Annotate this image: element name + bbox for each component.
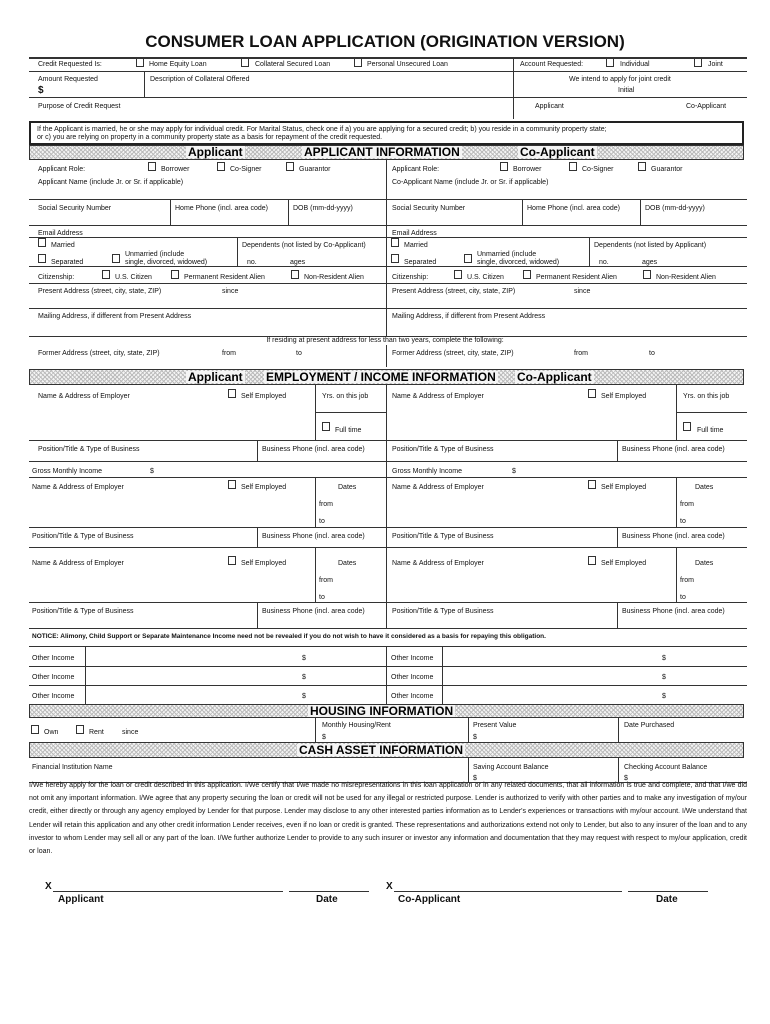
personal-unsecured-checkbox[interactable] <box>354 58 362 67</box>
co-applicant-name-label: Co-Applicant Name (include Jr. or Sr. if applicable) <box>392 179 549 186</box>
app-cosigner-checkbox[interactable] <box>217 162 225 171</box>
co-guarantor-checkbox[interactable] <box>638 162 646 171</box>
monthly-housing-label: Monthly Housing/Rent <box>322 722 391 729</box>
co-dependents-no: no. <box>599 259 609 266</box>
checking-label: Checking Account Balance <box>624 764 708 771</box>
co-other-dollar-2: $ <box>662 674 666 681</box>
collateral-description-label: Description of Collateral Offered <box>150 76 250 83</box>
app-dates2-label: Dates <box>338 484 357 491</box>
app-separated-checkbox[interactable] <box>38 254 46 263</box>
app-other-dollar-2: $ <box>302 674 306 681</box>
saving-label: Saving Account Balance <box>473 764 549 771</box>
co-role-label: Applicant Role: <box>392 166 440 173</box>
co-yrs-label: Yrs. on this job <box>683 393 730 400</box>
co-applicant-signature-label: Co-Applicant <box>398 894 461 905</box>
co-applicant-sign-x: X <box>386 881 393 892</box>
co-business-phone3-label: Business Phone (incl. area code) <box>622 608 725 615</box>
app-position2-label: Position/Title & Type of Business <box>32 533 134 540</box>
band-applicant: Applicant <box>188 145 243 159</box>
joint-co-applicant-label: Co-Applicant <box>686 103 727 110</box>
co-home-phone-label: Home Phone (incl. area code) <box>527 205 620 212</box>
app-perm-resident-label: Permanent Resident Alien <box>184 274 265 281</box>
app-position-label: Position/Title & Type of Business <box>38 446 140 453</box>
co-self-employed-checkbox[interactable] <box>588 389 596 398</box>
co-business-phone-label: Business Phone (incl. area code) <box>622 446 725 453</box>
app-other-income-2: Other Income <box>32 674 75 681</box>
individual-checkbox[interactable] <box>606 58 614 67</box>
emp-band-applicant: Applicant <box>188 370 243 384</box>
app-to3-label: to <box>319 594 325 601</box>
co-full-time-label: Full time <box>697 427 724 434</box>
collateral-secured-label: Collateral Secured Loan <box>255 61 331 68</box>
collateral-secured-checkbox[interactable] <box>241 58 249 67</box>
residing-notice: If residing at present address for less than two years, complete the following: <box>266 337 504 344</box>
co-non-resident-checkbox[interactable] <box>643 270 651 279</box>
app-guarantor-label: Guarantor <box>299 166 331 173</box>
app-employer3-label: Name & Address of Employer <box>32 560 124 567</box>
app-former-from: from <box>222 350 236 357</box>
co-separated-label: Separated <box>404 259 437 266</box>
amount-dollar: $ <box>38 85 44 96</box>
app-position3-label: Position/Title & Type of Business <box>32 608 134 615</box>
monthly-housing-dollar: $ <box>322 734 326 741</box>
app-us-citizen-checkbox[interactable] <box>102 270 110 279</box>
co-present-address-label: Present Address (street, city, state, ZIP) <box>392 288 516 295</box>
co-dob-label: DOB (mm-dd-yyyy) <box>645 205 705 212</box>
co-gross-income-label: Gross Monthly Income <box>392 468 463 475</box>
app-full-time-label: Full time <box>335 427 362 434</box>
co-married-label: Married <box>404 242 428 249</box>
co-guarantor-label: Guarantor <box>651 166 683 173</box>
own-label: Own <box>44 729 59 736</box>
co-applicant-date-label: Date <box>656 894 678 905</box>
co-employer2-label: Name & Address of Employer <box>392 484 484 491</box>
co-borrower-label: Borrower <box>513 166 542 173</box>
app-other-dollar-1: $ <box>302 655 306 662</box>
app-separated-label: Separated <box>51 259 84 266</box>
co-dependents-label: Dependents (not listed by Applicant) <box>594 242 707 249</box>
app-other-income-1: Other Income <box>32 655 75 662</box>
own-checkbox[interactable] <box>31 725 39 734</box>
applicant-date-label: Date <box>316 894 338 905</box>
app-to2-label: to <box>319 518 325 525</box>
app-present-since: since <box>222 288 239 295</box>
co-employer-label: Name & Address of Employer <box>392 393 484 400</box>
app-borrower-label: Borrower <box>161 166 190 173</box>
co-other-income-3: Other Income <box>391 693 434 700</box>
app-business-phone3-label: Business Phone (incl. area code) <box>262 608 365 615</box>
co-other-income-2: Other Income <box>391 674 434 681</box>
joint-checkbox[interactable] <box>694 58 702 67</box>
co-self-employed2-label: Self Employed <box>601 484 647 491</box>
certification-text: I/We hereby apply for the loan or credit described in this application. I/We certify that I/we made no misrepresentations in this loan application or in any related documents, that all information is true and complete, and that I/we did not omit any important information. I/We agree that any property securing the loan or credit will not be used for any illegal or restricted purpose. Lender is authorized to verify with other parties and to make any investigation of my/our credit, either directly or through any agency employed by Lender for that purpose. Lender may disclose to any other interested parties information as to Lender's experiences or transactions with my/our account. I/We understand that Lender will retain this application and any other credit information Lender receives, even if no loan or credit is granted. These representations and authorizations extend not only to Lender, but also to any insurer of the loan and to any investor to whom Lender may sell all or any part of the loan. I/We further authorize Lender to provide to any such insurer or investor any information and documentation that they may request with respect to my/our application, credit or loan. <box>29 782 747 856</box>
app-non-resident-label: Non-Resident Alien <box>304 274 364 281</box>
app-employer2-label: Name & Address of Employer <box>32 484 124 491</box>
app-other-income-3: Other Income <box>32 693 75 700</box>
housing-since-label: since <box>122 729 139 736</box>
individual-label: Individual <box>620 61 650 68</box>
app-dependents-label: Dependents (not listed by Co-Applicant) <box>242 242 366 249</box>
co-gross-dollar: $ <box>512 468 516 475</box>
app-full-time-checkbox[interactable] <box>322 422 330 431</box>
applicant-sign-x: X <box>45 881 52 892</box>
app-former-to: to <box>296 350 302 357</box>
co-to3-label: to <box>680 594 686 601</box>
app-self-employed3-label: Self Employed <box>241 560 287 567</box>
amount-requested-label: Amount Requested <box>38 76 98 83</box>
purpose-label: Purpose of Credit Request <box>38 103 121 110</box>
rent-checkbox[interactable] <box>76 725 84 734</box>
co-business-phone2-label: Business Phone (incl. area code) <box>622 533 725 540</box>
applicant-name-label: Applicant Name (include Jr. or Sr. if applicable) <box>38 179 184 186</box>
co-borrower-checkbox[interactable] <box>500 162 508 171</box>
married-notice: If the Applicant is married, he or she may apply for individual credit. For Marital Status, check one if a) you are applying for a secured credit; b) you reside in a community property state; <box>37 126 607 133</box>
personal-unsecured-label: Personal Unsecured Loan <box>367 61 448 68</box>
app-self-employed-checkbox[interactable] <box>228 389 236 398</box>
checking-dollar: $ <box>624 775 628 782</box>
rent-label: Rent <box>89 729 104 736</box>
present-value-label: Present Value <box>473 722 517 729</box>
app-email-label: Email Address <box>38 230 83 237</box>
co-us-citizen-label: U.S. Citizen <box>467 274 504 281</box>
app-unmarried-label-2: single, divorced, widowed) <box>125 259 208 266</box>
app-gross-dollar: $ <box>150 468 154 475</box>
institution-label: Financial Institution Name <box>32 764 113 771</box>
co-position3-label: Position/Title & Type of Business <box>392 608 494 615</box>
co-self-employed3-label: Self Employed <box>601 560 647 567</box>
co-separated-checkbox[interactable] <box>391 254 399 263</box>
co-self-employed2-checkbox[interactable] <box>588 480 596 489</box>
app-cosigner-label: Co-Signer <box>230 166 262 173</box>
co-present-since: since <box>574 288 591 295</box>
app-self-employed2-checkbox[interactable] <box>228 480 236 489</box>
band-co-applicant: Co-Applicant <box>520 145 595 159</box>
app-ssn-label: Social Security Number <box>38 205 112 212</box>
app-citizenship-label: Citizenship: <box>38 274 75 281</box>
date-purchased-label: Date Purchased <box>624 722 675 729</box>
saving-dollar: $ <box>473 775 477 782</box>
co-us-citizen-checkbox[interactable] <box>454 270 462 279</box>
app-former-address-label: Former Address (street, city, state, ZIP) <box>38 350 160 357</box>
co-married-checkbox[interactable] <box>391 238 399 247</box>
co-mailing-label: Mailing Address, if different from Present Address <box>392 313 546 320</box>
joint-intent-label: We intend to apply for joint credit <box>569 76 671 83</box>
co-dependents-ages: ages <box>642 259 658 266</box>
band-applicant-info: APPLICANT INFORMATION <box>304 145 460 159</box>
app-dob-label: DOB (mm-dd-yyyy) <box>293 205 353 212</box>
co-ssn-label: Social Security Number <box>392 205 466 212</box>
alimony-notice: NOTICE: Alimony, Child Support or Separate Maintenance Income need not be revealed if you do not wish to have it considered as a basis for repaying this obligation. <box>32 633 546 640</box>
app-borrower-checkbox[interactable] <box>148 162 156 171</box>
app-employer-label: Name & Address of Employer <box>38 393 130 400</box>
joint-applicant-label: Applicant <box>535 103 564 110</box>
credit-requested-label: Credit Requested Is: <box>38 61 102 68</box>
co-other-income-1: Other Income <box>391 655 434 662</box>
app-married-label: Married <box>51 242 75 249</box>
housing-band-title: HOUSING INFORMATION <box>310 704 454 718</box>
app-dates3-label: Dates <box>338 560 357 567</box>
app-unmarried-checkbox[interactable] <box>112 254 120 263</box>
app-perm-resident-checkbox[interactable] <box>171 270 179 279</box>
co-position2-label: Position/Title & Type of Business <box>392 533 494 540</box>
emp-band-co-applicant: Co-Applicant <box>517 370 592 384</box>
co-unmarried-label: Unmarried (include <box>477 251 537 258</box>
app-mailing-label: Mailing Address, if different from Present Address <box>38 313 192 320</box>
app-other-dollar-3: $ <box>302 693 306 700</box>
app-yrs-label: Yrs. on this job <box>322 393 369 400</box>
app-us-citizen-label: U.S. Citizen <box>115 274 152 281</box>
app-married-checkbox[interactable] <box>38 238 46 247</box>
co-other-dollar-3: $ <box>662 693 666 700</box>
app-from2-label: from <box>319 501 333 508</box>
co-email-label: Email Address <box>392 230 437 237</box>
app-business-phone2-label: Business Phone (incl. area code) <box>262 533 365 540</box>
app-gross-income-label: Gross Monthly Income <box>32 468 103 475</box>
applicant-signature-label: Applicant <box>58 894 104 905</box>
app-present-address-label: Present Address (street, city, state, ZIP) <box>38 288 162 295</box>
co-cosigner-checkbox[interactable] <box>569 162 577 171</box>
co-dates3-label: Dates <box>695 560 714 567</box>
app-business-phone-label: Business Phone (incl. area code) <box>262 446 365 453</box>
married-notice-box <box>29 121 744 145</box>
co-unmarried-checkbox[interactable] <box>464 254 472 263</box>
app-self-employed2-label: Self Employed <box>241 484 287 491</box>
co-citizenship-label: Citizenship: <box>392 274 429 281</box>
co-dates2-label: Dates <box>695 484 714 491</box>
co-employer3-label: Name & Address of Employer <box>392 560 484 567</box>
cash-band-title: CASH ASSET INFORMATION <box>299 743 463 757</box>
co-to2-label: to <box>680 518 686 525</box>
app-dependents-no: no. <box>247 259 257 266</box>
app-dependents-ages: ages <box>290 259 306 266</box>
account-requested-label: Account Requested: <box>520 61 584 68</box>
co-non-resident-label: Non-Resident Alien <box>656 274 716 281</box>
co-full-time-checkbox[interactable] <box>683 422 691 431</box>
joint-label: Joint <box>708 61 723 68</box>
initial-label: Initial <box>618 87 635 94</box>
emp-band-title: EMPLOYMENT / INCOME INFORMATION <box>266 370 496 384</box>
co-self-employed3-checkbox[interactable] <box>588 556 596 565</box>
present-value-dollar: $ <box>473 734 477 741</box>
applicant-role-label: Applicant Role: <box>38 166 86 173</box>
app-self-employed-label: Self Employed <box>241 393 287 400</box>
co-former-address-label: Former Address (street, city, state, ZIP) <box>392 350 514 357</box>
co-perm-resident-checkbox[interactable] <box>523 270 531 279</box>
app-guarantor-checkbox[interactable] <box>286 162 294 171</box>
co-self-employed-label: Self Employed <box>601 393 647 400</box>
page-title: CONSUMER LOAN APPLICATION (ORIGINATION VERSION) <box>145 32 625 51</box>
app-self-employed3-checkbox[interactable] <box>228 556 236 565</box>
co-unmarried-label-2: single, divorced, widowed) <box>477 259 560 266</box>
co-other-dollar-1: $ <box>662 655 666 662</box>
co-perm-resident-label: Permanent Resident Alien <box>536 274 617 281</box>
app-non-resident-checkbox[interactable] <box>291 270 299 279</box>
co-from2-label: from <box>680 501 694 508</box>
married-notice-2: or c) you are relying on property in a community property state as a basis for repayment of the credit requested. <box>37 134 383 141</box>
co-former-from: from <box>574 350 588 357</box>
co-position-label: Position/Title & Type of Business <box>392 446 494 453</box>
app-unmarried-label: Unmarried (include <box>125 251 185 258</box>
home-equity-checkbox[interactable] <box>136 58 144 67</box>
co-from3-label: from <box>680 577 694 584</box>
app-from3-label: from <box>319 577 333 584</box>
co-cosigner-label: Co-Signer <box>582 166 614 173</box>
co-former-to: to <box>649 350 655 357</box>
home-equity-label: Home Equity Loan <box>149 61 207 68</box>
app-home-phone-label: Home Phone (incl. area code) <box>175 205 268 212</box>
